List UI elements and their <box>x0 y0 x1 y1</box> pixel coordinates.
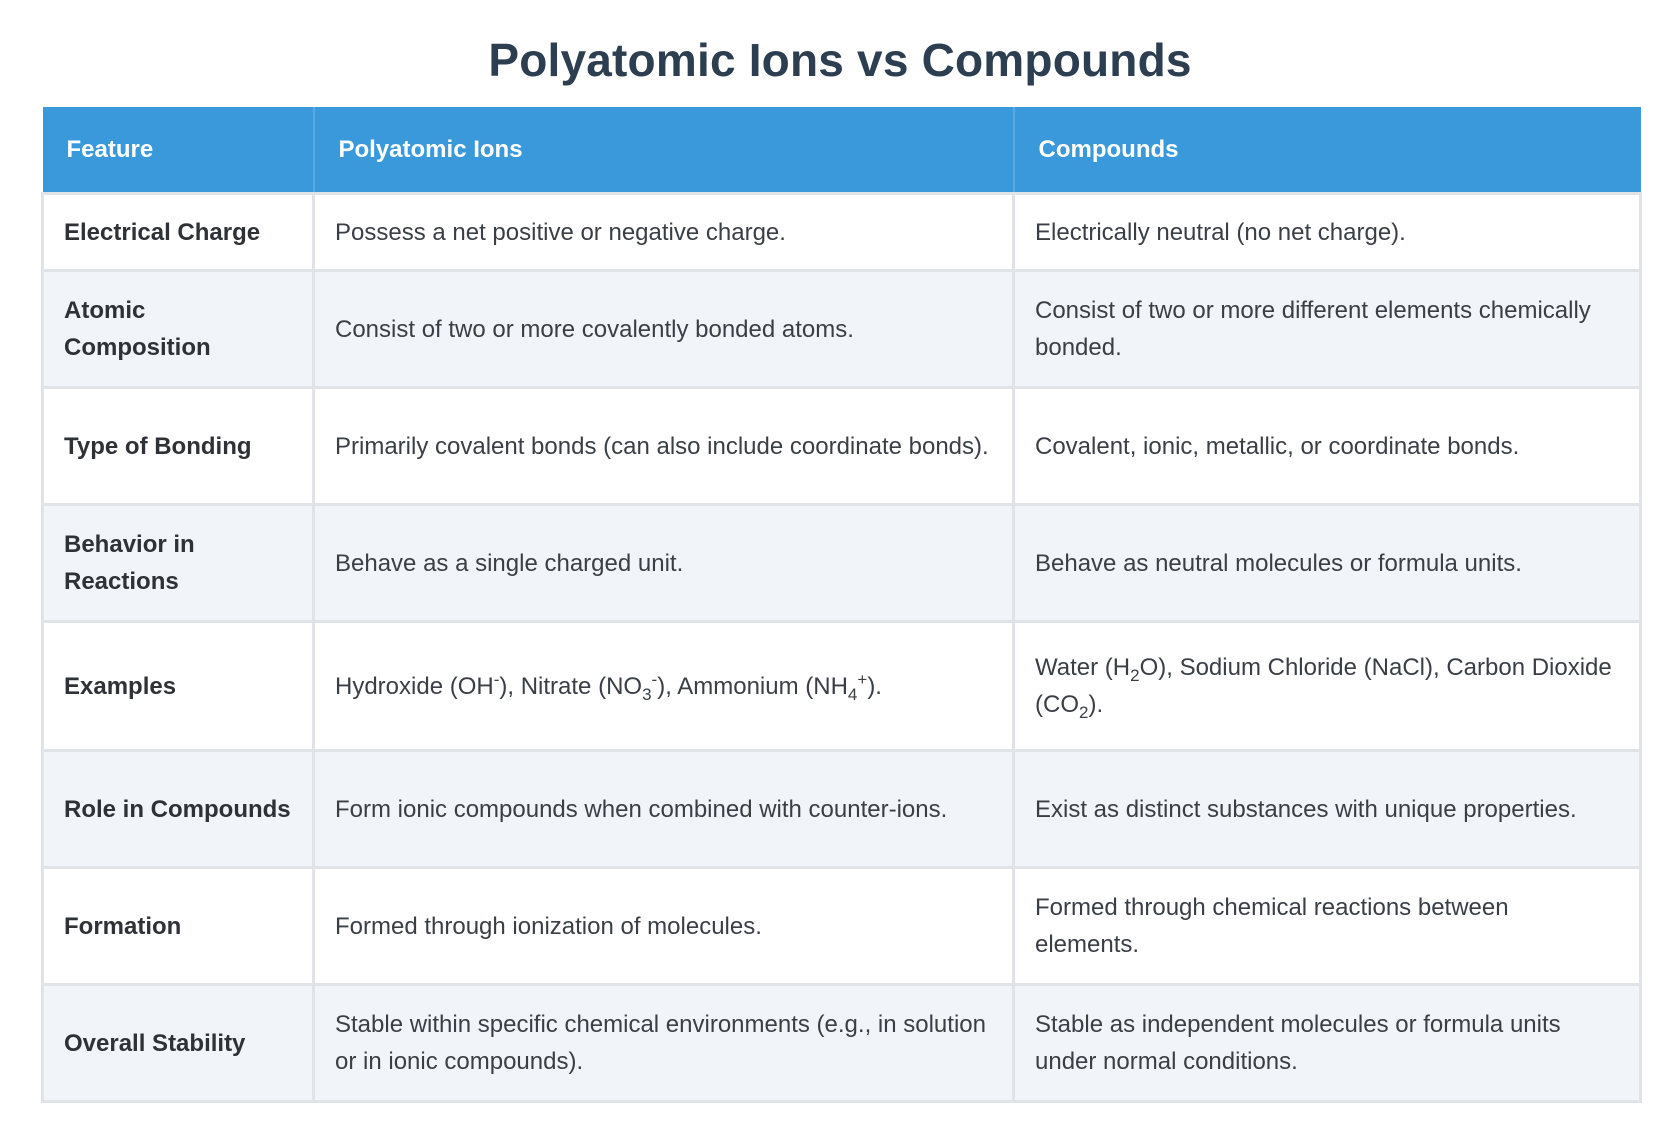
ions-sup-a: - <box>493 669 500 689</box>
header-feature: Feature <box>43 107 314 194</box>
feature-cell: Electrical Charge <box>43 194 314 271</box>
feature-cell: Type of Bonding <box>43 388 314 505</box>
compounds-cell: Behave as neutral molecules or formula units. <box>1014 505 1641 622</box>
page-title: Polyatomic Ions vs Compounds <box>488 34 1192 86</box>
feature-cell: Overall Stability <box>43 985 314 1102</box>
table-row <box>43 622 1641 751</box>
comparison-table <box>41 107 1642 1103</box>
ions-text-d: ). <box>867 672 882 700</box>
ions-sup-b: - <box>651 669 658 689</box>
compounds-cell: Consist of two or more different elements chemically bonded. <box>1014 271 1641 388</box>
table-row <box>43 868 1641 985</box>
feature-cell: Atomic Composition <box>43 271 314 388</box>
compounds-text-b: O), Sodium Chloride (NaCl), Carbon Dioxide (CO <box>1035 654 1612 718</box>
compounds-cell: Stable as independent molecules or formula units under normal conditions. <box>1014 985 1641 1102</box>
table-body <box>43 194 1641 1102</box>
ions-sup-c: + <box>857 669 868 689</box>
ions-cell: Formed through ionization of molecules. <box>314 868 1014 985</box>
compounds-cell: Formed through chemical reactions between elements. <box>1014 868 1641 985</box>
table-header <box>43 107 1641 194</box>
ions-text-c: ), Ammonium (NH <box>657 672 848 700</box>
ions-cell: Possess a net positive or negative charge. <box>314 194 1014 271</box>
compounds-cell <box>1014 622 1641 751</box>
compounds-sub-b: 2 <box>1079 702 1089 722</box>
ions-text-a: Hydroxide (OH <box>335 672 494 700</box>
ions-sub-b: 3 <box>642 684 652 704</box>
feature-cell: Formation <box>43 868 314 985</box>
table-row <box>43 505 1641 622</box>
ions-cell: Behave as a single charged unit. <box>314 505 1014 622</box>
table-row <box>43 194 1641 271</box>
header-polyatomic-ions: Polyatomic Ions <box>314 107 1014 194</box>
compounds-text-c: ). <box>1088 691 1104 718</box>
ions-cell <box>314 622 1014 751</box>
compounds-cell: Exist as distinct substances with unique properties. <box>1014 751 1641 868</box>
table-row <box>43 271 1641 388</box>
compounds-cell: Electrically neutral (no net charge). <box>1014 194 1641 271</box>
ions-sub-c: 4 <box>847 684 858 704</box>
ions-cell: Primarily covalent bonds (can also include coordinate bonds). <box>314 388 1014 505</box>
header-row <box>43 107 1641 194</box>
feature-cell: Role in Compounds <box>43 751 314 868</box>
table-row <box>43 985 1641 1102</box>
ions-cell: Stable within specific chemical environments (e.g., in solution or in ionic compounds). <box>314 985 1014 1102</box>
header-compounds: Compounds <box>1014 107 1641 194</box>
ions-cell: Consist of two or more covalently bonded atoms. <box>314 271 1014 388</box>
compounds-cell: Covalent, ionic, metallic, or coordinate bonds. <box>1014 388 1641 505</box>
compounds-text-a: Water (H <box>1035 654 1131 681</box>
ions-cell: Form ionic compounds when combined with counter-ions. <box>314 751 1014 868</box>
compounds-sub-a: 2 <box>1130 665 1140 685</box>
table-row <box>43 388 1641 505</box>
table-row <box>43 751 1641 868</box>
feature-cell: Behavior in Reactions <box>43 505 314 622</box>
feature-cell: Examples <box>43 622 314 751</box>
ions-text-b: ), Nitrate (NO <box>499 672 643 700</box>
